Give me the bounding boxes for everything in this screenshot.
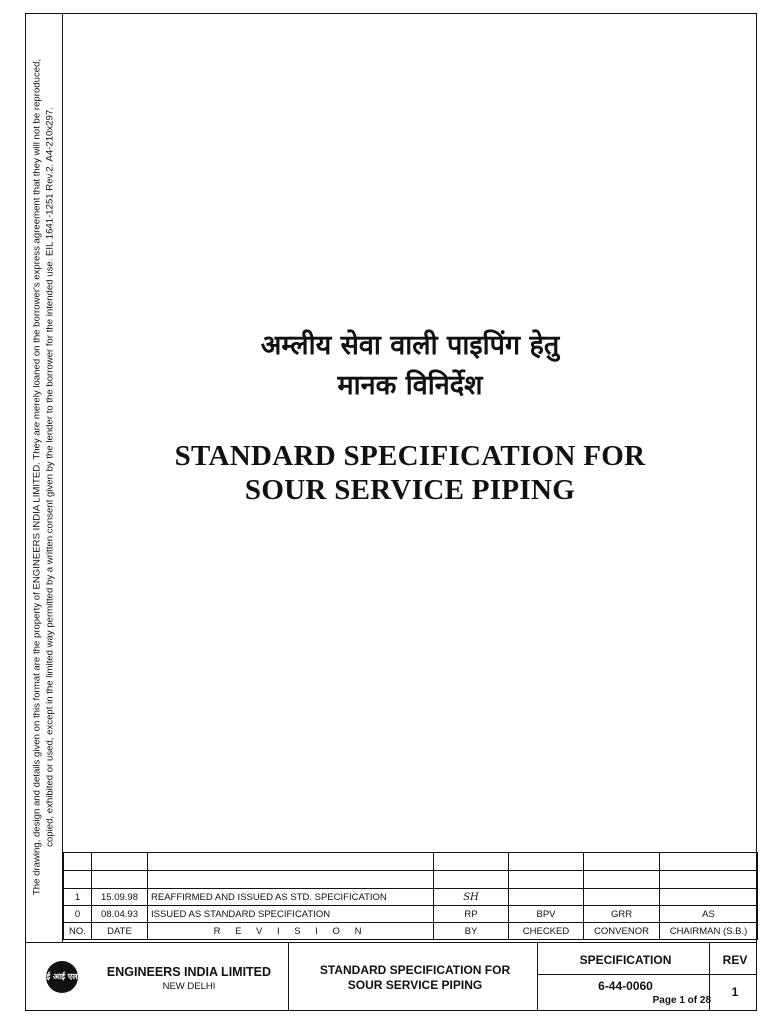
rev-chairman: AS (660, 906, 758, 923)
hindi-title-line-2: मानक विनिर्देश (337, 370, 483, 401)
document-title-line-2: SOUR SERVICE PIPING (347, 978, 483, 992)
rev-checked: BPV (509, 906, 584, 923)
header-no: NO. (64, 923, 92, 940)
english-title-line-1: STANDARD SPECIFICATION FOR (174, 440, 646, 472)
revision-row (64, 889, 758, 906)
revision-header-row (64, 923, 758, 940)
document-title-line-1: STANDARD SPECIFICATION FOR (319, 963, 511, 977)
proprietary-notice-line-2: copied, exhibited or used, except in the limited way permitted by a written consent given by the lender to the borrower for the intended use. EIL 1641-1251 Rev.2. A4-210x297. (44, 107, 55, 847)
company-name: ENGINEERS INDIA LIMITED (106, 965, 272, 979)
rev-label: REV (722, 953, 748, 967)
rev-chairman-signature (660, 889, 758, 906)
header-checked: CHECKED (509, 923, 584, 940)
proprietary-notice-line-1: The drawing, design and details given on this format are the property of ENGINEERS INDIA LIMITED. They are merely loaned on the borrower's express agreement that they will not be reproduced, (31, 58, 43, 896)
header-by: BY (434, 923, 509, 940)
specification-label: SPECIFICATION (579, 953, 672, 967)
title-block-row-divider (537, 974, 756, 975)
rev-description: ISSUED AS STANDARD SPECIFICATION (148, 906, 434, 923)
company-city: NEW DELHI (162, 981, 216, 992)
rev-date: 08.04.93 (92, 906, 148, 923)
english-title-line-2: SOUR SERVICE PIPING (244, 474, 576, 506)
title-block (25, 942, 757, 1011)
rev-by: SH (463, 891, 479, 903)
page-number: Page 1 of 28 (652, 995, 711, 1006)
eil-logo: ई आई एल (46, 961, 78, 993)
hindi-title-line-1: अम्लीय सेवा वाली पाइपिंग हेतु (260, 330, 560, 361)
header-convenor: CONVENOR (584, 923, 660, 940)
revision-table (63, 852, 758, 940)
document-number: 6-44-0060 (598, 979, 653, 993)
revision-number: 1 (731, 985, 739, 999)
rev-by: RP (434, 906, 509, 923)
proprietary-notice (32, 12, 57, 942)
header-chairman: CHAIRMAN (S.B.) (660, 923, 758, 940)
header-date: DATE (92, 923, 148, 940)
header-revision: R E V I S I O N (148, 923, 434, 940)
rev-no: 0 (64, 906, 92, 923)
title-block-divider (537, 943, 538, 1010)
rev-convenor-signature (584, 889, 660, 906)
revision-row-blank (64, 853, 758, 871)
rev-checked-signature (509, 889, 584, 906)
rev-date: 15.09.98 (92, 889, 148, 906)
title-block-divider (288, 943, 289, 1010)
rev-description: REAFFIRMED AND ISSUED AS STD. SPECIFICATION (148, 889, 434, 906)
rev-by-signature (434, 889, 509, 906)
rev-convenor: GRR (584, 906, 660, 923)
revision-row-blank (64, 871, 758, 889)
document-title (291, 963, 539, 993)
rev-no: 1 (64, 889, 92, 906)
revision-row (64, 906, 758, 923)
